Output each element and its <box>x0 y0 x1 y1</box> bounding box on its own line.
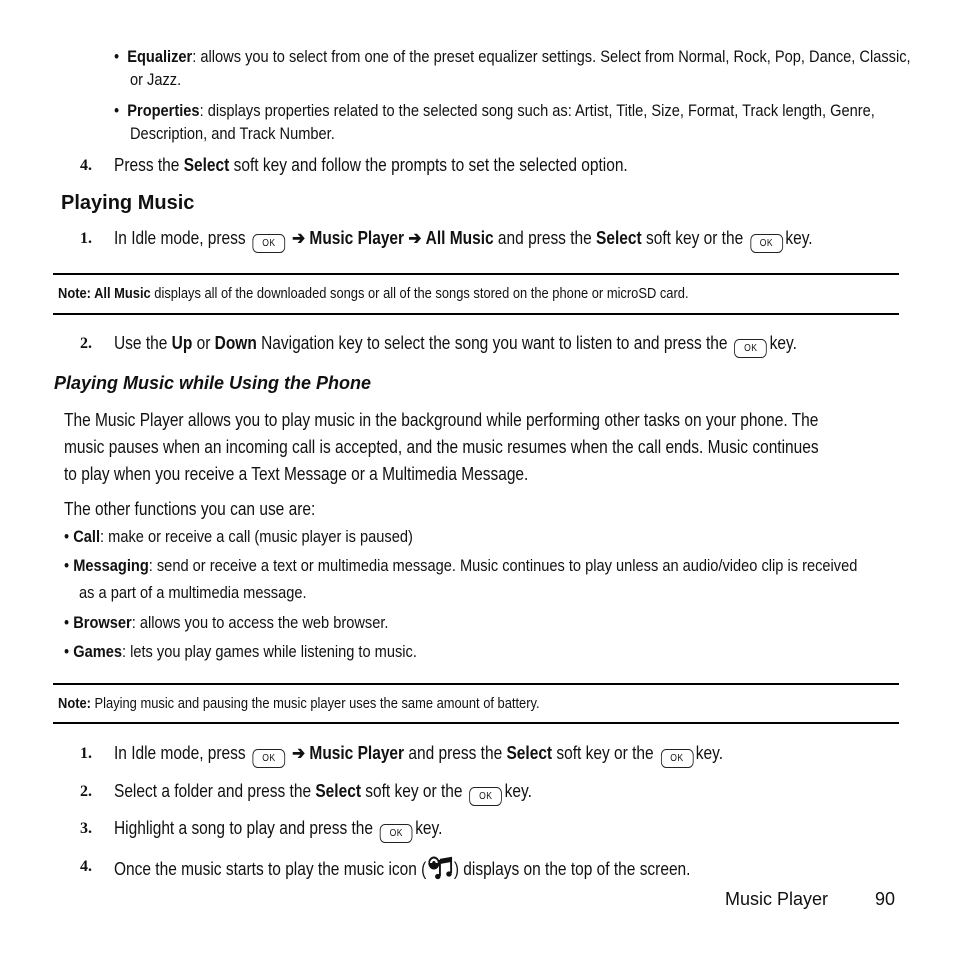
arrow-icon: ➔ <box>292 228 306 248</box>
step-number: 4. <box>80 157 92 174</box>
note-label: Note: <box>58 285 95 302</box>
step-number: 4. <box>80 858 92 875</box>
step-text: In Idle mode, press OK ➔ Music Player ➔ All Music and press the Select soft key or the OK key. <box>114 227 813 253</box>
ok-key-icon: OK <box>734 339 767 358</box>
bullet-browser: • Browser: allows you to access the web browser. <box>64 613 389 632</box>
arrow-icon: ➔ <box>292 743 306 763</box>
page-number: 90 <box>875 889 896 909</box>
subheading: Playing Music while Using the Phone <box>54 373 372 393</box>
step-number: 1. <box>80 745 92 762</box>
step-text: In Idle mode, press OK ➔ Music Player and press the Select soft key or the OK key. <box>114 742 723 768</box>
paragraph-line: to play when you receive a Text Message or a Multimedia Message. <box>64 464 529 484</box>
step-number: 3. <box>80 820 92 837</box>
bullet-term: Games <box>73 642 122 661</box>
bullet-term: Call <box>73 527 101 546</box>
section-heading: Playing Music <box>61 192 195 214</box>
bullet-games: • Games: lets you play games while listening to music. <box>64 642 417 661</box>
note: Note: Playing music and pausing the music player uses the same amount of battery. <box>58 695 540 712</box>
bullet-messaging: • Messaging: send or receive a text or multimedia message. Music continues to play unless an audio/video clip is received <box>64 556 858 575</box>
paragraph-line: music pauses when an incoming call is accepted, and the music resumes when the call ends. Music continues <box>64 437 819 457</box>
bullet-call: • Call: make or receive a call (music player is paused) <box>64 527 413 546</box>
note-rule-top <box>53 683 899 685</box>
ok-key-icon: OK <box>253 749 286 768</box>
bullet-continuation: as a part of a multimedia message. <box>79 583 307 602</box>
step-text: Select a folder and press the Select soft key or the OK key. <box>114 780 532 806</box>
ok-key-icon: OK <box>469 787 502 806</box>
ok-key-icon: OK <box>661 749 694 768</box>
note: Note: All Music displays all of the downloaded songs or all of the songs stored on the phone or microSD card. <box>58 285 689 302</box>
bullet-continuation: Description, and Track Number. <box>130 124 335 143</box>
step-text: Highlight a song to play and press the OK key. <box>114 817 442 843</box>
step-text: Once the music starts to play the music icon ( ) displays on the top of the screen. <box>114 855 690 886</box>
note-rule-bottom <box>53 313 899 315</box>
footer-section-title: Music Player <box>725 889 829 909</box>
step-number: 2. <box>80 335 92 352</box>
music-player-icon <box>427 855 453 886</box>
arrow-icon: ➔ <box>408 228 422 248</box>
step-text: Press the Select soft key and follow the prompts to set the selected option. <box>114 155 628 175</box>
ok-key-icon: OK <box>380 824 413 843</box>
step-number: 2. <box>80 783 92 800</box>
bullet-term: Properties <box>127 101 200 120</box>
bullet-term: Equalizer <box>127 47 193 66</box>
ok-key-icon: OK <box>750 234 783 253</box>
step-number: 1. <box>80 230 92 247</box>
note-label: Note: <box>58 695 95 712</box>
paragraph-line: The Music Player allows you to play music in the background while performing other tasks on your phone. The <box>64 410 819 430</box>
bullet-properties: • Properties: displays properties related to the selected song such as: Artist, Title, Size, Format, Track length, Genre, <box>114 101 875 120</box>
other-functions-intro: The other functions you can use are: <box>64 499 316 519</box>
ok-key-icon: OK <box>253 234 286 253</box>
bullet-term: Messaging <box>73 556 149 575</box>
bullet-continuation: or Jazz. <box>130 70 182 89</box>
bullet-term: Browser <box>73 613 132 632</box>
step-text: Use the Up or Down Navigation key to select the song you want to listen to and press the OK key. <box>114 332 797 358</box>
bullet-equalizer: • Equalizer: allows you to select from one of the preset equalizer settings. Select from Normal, Rock, Pop, Dance, Classic, <box>114 47 911 66</box>
note-rule-top <box>53 273 899 275</box>
note-rule-bottom <box>53 722 899 724</box>
